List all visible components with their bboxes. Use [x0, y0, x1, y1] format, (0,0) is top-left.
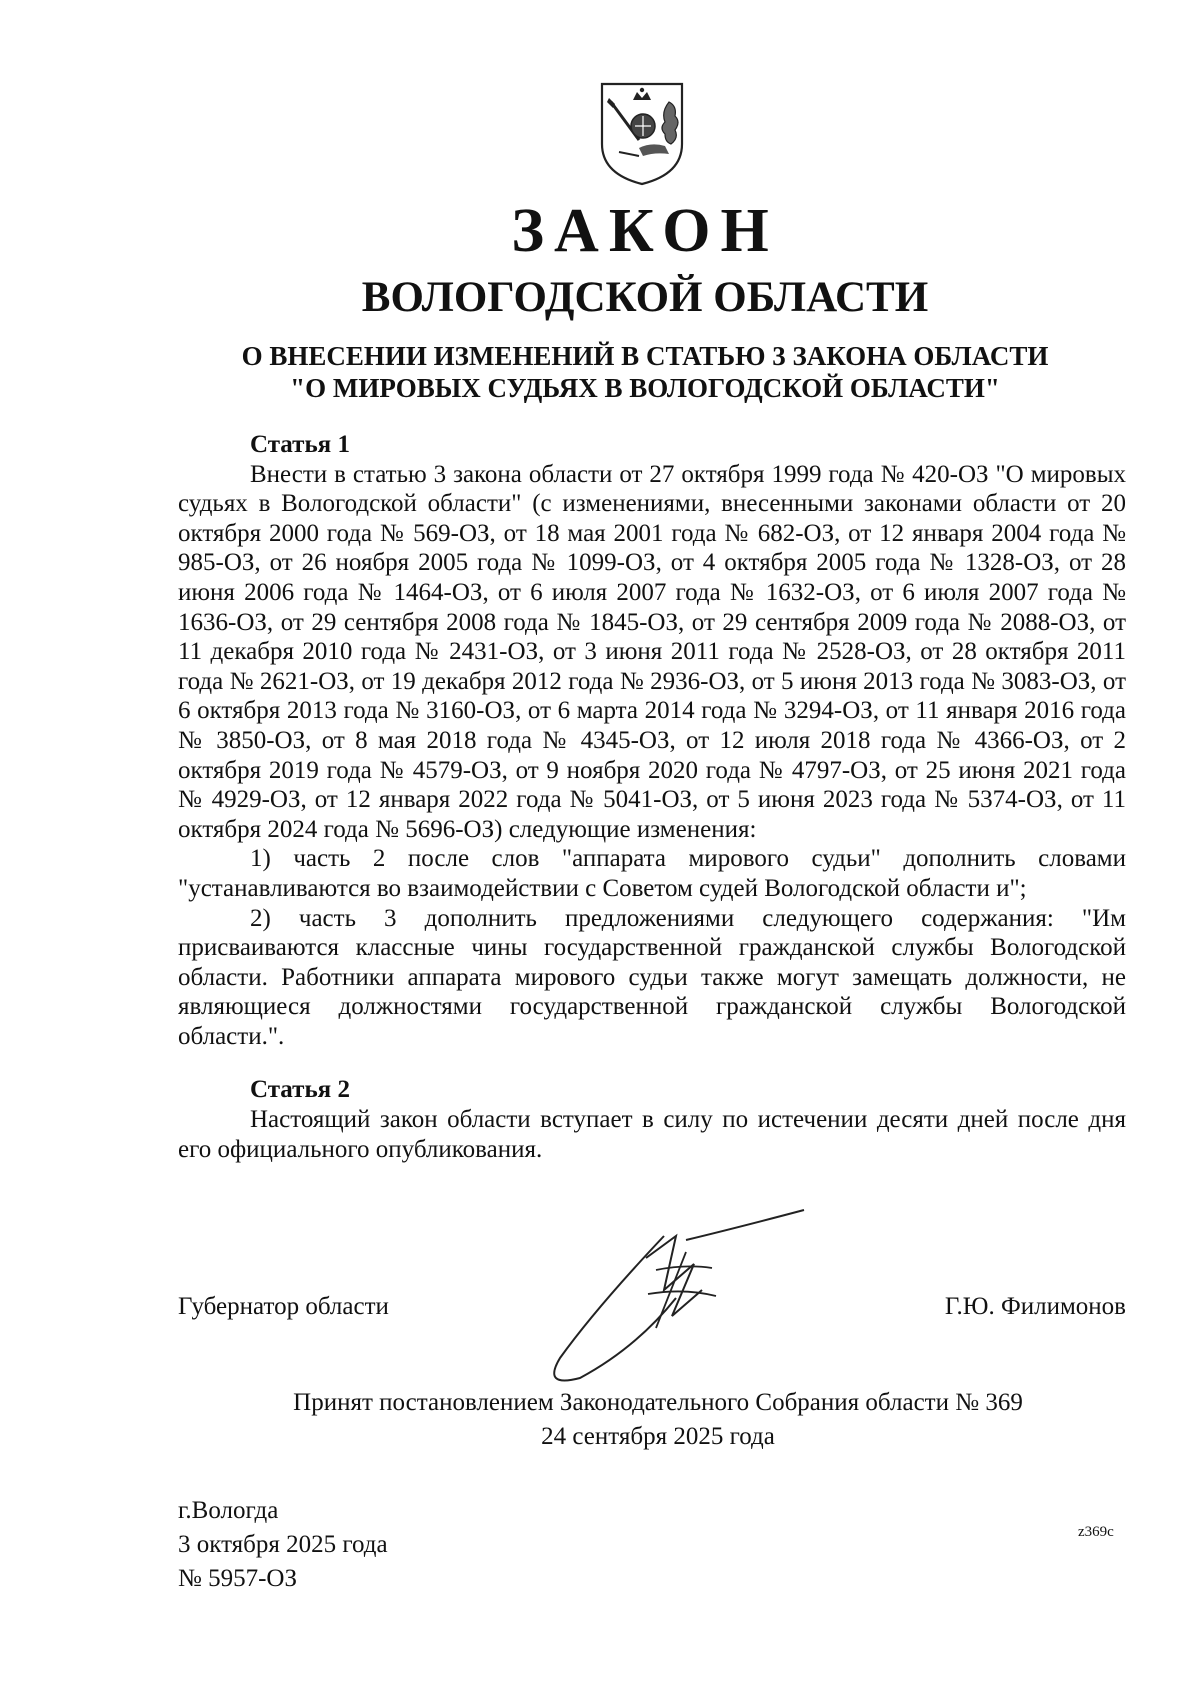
- footer-city: г.Вологда: [178, 1497, 279, 1524]
- adoption-line: Принят постановлением Законодательного Собрания области № 369: [293, 1389, 1023, 1416]
- signatory-name: Г.Ю. Филимонов: [944, 1293, 1126, 1320]
- subject-line: О ВНЕСЕНИИ ИЗМЕНЕНИЙ В СТАТЬЮ 3 ЗАКОНА ОБЛАСТИ: [241, 341, 1049, 371]
- document-title: ЗАКОН: [511, 197, 779, 265]
- footer-number: № 5957-ОЗ: [178, 1565, 298, 1592]
- document-footer: [178, 1494, 388, 1596]
- adoption-note: [0, 1386, 1200, 1454]
- subject-line: "О МИРОВЫХ СУДЬЯХ В ВОЛОГОДСКОЙ ОБЛАСТИ": [290, 373, 1000, 403]
- article-2-text: Настоящий закон области вступает в силу по истечении десяти дней после дня его официального опубликования.: [178, 1106, 1126, 1163]
- document-subject: [0, 340, 1200, 404]
- article-1-heading: Статья 1: [250, 431, 350, 458]
- signature-mark: [536, 1198, 806, 1398]
- footer-date: 3 октября 2025 года: [178, 1531, 388, 1558]
- signatory-title: Губернатор области: [178, 1293, 389, 1320]
- article-1-item-2: 2) часть 3 дополнить предложениями следующего содержания: "Им присваиваются классные чины государственной гражданской службы Вологодской области. Работники аппарата мирового судьи также могут замещать должности, не являющиеся должностями государственной гражданской службы Вологодской области.".: [178, 904, 1126, 1050]
- document-body: [178, 430, 1126, 1164]
- article-1-item-1: 1) часть 2 после слов "аппарата мирового судьи" дополнить словами "устанавливаются во взаимодействии с Советом судей Вологодской области и";: [178, 845, 1126, 902]
- article-1-intro: Внести в статью 3 закона области от 27 октября 1999 года № 420-ОЗ "О мировых судьях в Вологодской области" (с изменениями, внесенными законами области от 20 октября 2000 года № 569-ОЗ, от 18 мая 2001 года № 682-ОЗ, от 12 января 2004 года № 985-ОЗ, от 26 ноября 2005 года № 1099-ОЗ, от 4 октября 2005 года № 1328-ОЗ, от 28 июня 2006 года № 1464-ОЗ, от 6 июля 2007 года № 1632-ОЗ, от 6 июля 2007 года № 1636-ОЗ, от 29 сентября 2008 года № 1845-ОЗ, от 29 сентября 2009 года № 2088-ОЗ, от 11 декабря 2010 года № 2431-ОЗ, от 3 июня 2011 года № 2528-ОЗ, от 28 октября 2011 года № 2621-ОЗ, от 19 декабря 2012 года № 2936-ОЗ, от 5 июня 2013 года № 3083-ОЗ, от 6 октября 2013 года № 3160-ОЗ, от 6 марта 2014 года № 3294-ОЗ, от 11 января 2016 года № 3850-ОЗ, от 8 мая 2018 года № 4345-ОЗ, от 12 июля 2018 года № 4366-ОЗ, от 2 октября 2019 года № 4579-ОЗ, от 9 ноября 2020 года № 4797-ОЗ, от 25 июня 2021 года № 4929-ОЗ, от 12 января 2022 года № 5041-ОЗ, от 5 июня 2023 года № 5374-ОЗ, от 11 октября 2024 года № 5696-ОЗ) следующие изменения:: [178, 460, 1126, 843]
- adoption-date: 24 сентября 2025 года: [541, 1423, 775, 1450]
- vologda-coat-of-arms-icon: [599, 82, 685, 186]
- document-region: ВОЛОГОДСКОЙ ОБЛАСТИ: [361, 274, 929, 321]
- document-code: z369c: [1078, 1524, 1114, 1540]
- article-2-heading: Статья 2: [250, 1076, 350, 1104]
